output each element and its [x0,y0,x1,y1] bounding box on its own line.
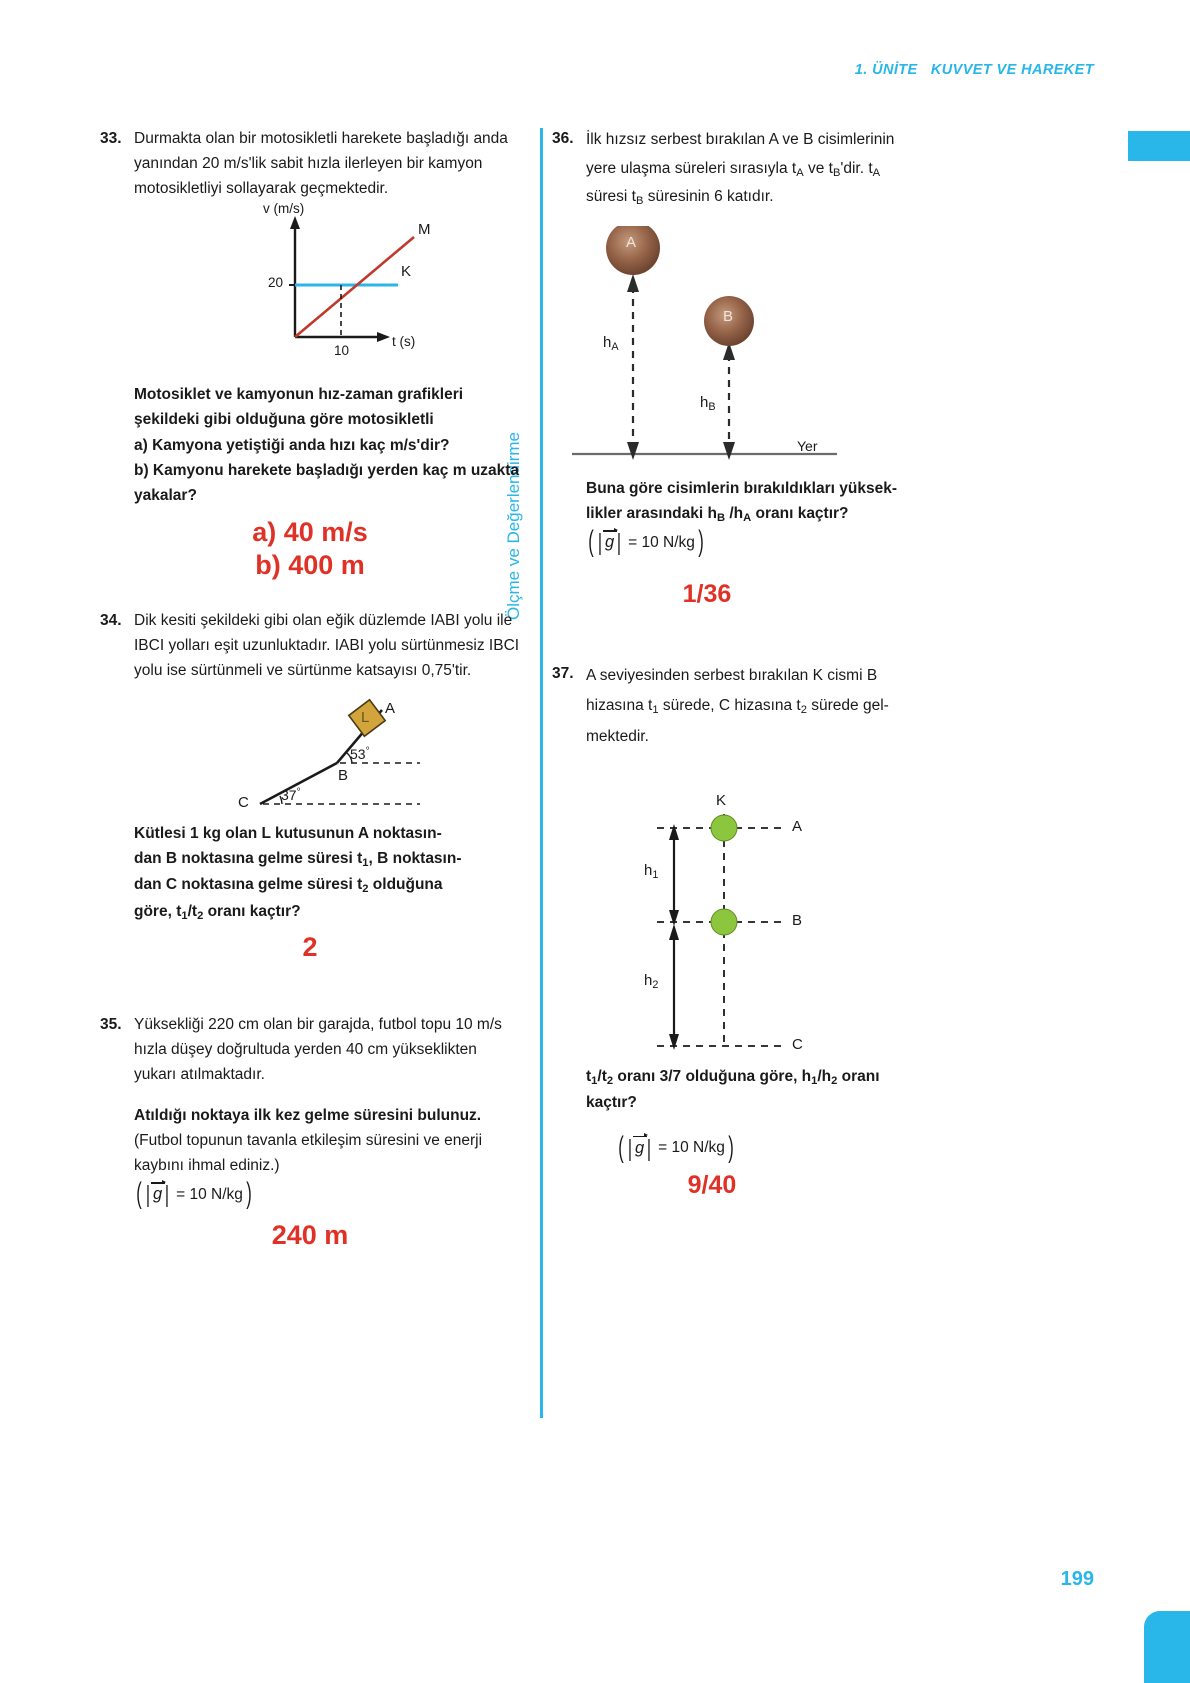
graph-y-tick-20: 20 [268,275,284,291]
q34-line4b: /t [187,902,198,920]
g-vector-symbol-35: g [152,1185,163,1204]
question-33-option-a: a) Kamyona yetiştiği anda hızı kaç m/s'dir? [134,436,450,454]
q36-bq-2b: /h [725,505,744,523]
question-36 [552,126,982,609]
height-b-label [700,394,716,413]
question-34-figure [100,691,520,821]
question-35-bold-question: Atıldığı noktaya ilk kez gelme süresini bulunuz. [134,1106,482,1124]
question-37-number: 37. [552,665,574,683]
h-b-subscript: B [708,401,716,414]
incline-point-b: B [338,767,349,785]
q36-bq-2a: likler arasındaki h [586,505,717,523]
q37-stem-2c: sürede gel- [806,697,889,715]
abs-bar-right-36: | [617,529,622,556]
question-35-stem: Yüksekliği 220 cm olan bir garajda, futbol topu 10 m/s hızla düşey doğrultuda yerden 40 cm yükseklikten yukarı atılmaktadır. [134,1015,502,1083]
paren-open-36: ( [588,525,594,559]
q34-line3b: olduğuna [368,876,443,894]
paren-open-37: ( [618,1130,624,1164]
paren-close-37: ) [728,1130,734,1164]
q37-bq-1b: /t [597,1068,607,1086]
question-35-note: (Futbol topunun tavanla etkileşim süresini ve enerji kaybını ihmal ediniz.) [134,1132,483,1175]
paren-open-35: ( [136,1177,142,1211]
h-b-symbol: h [700,394,709,412]
question-37-bold-question [586,1064,982,1115]
q36-stem-3a: süresi t [586,188,636,206]
q36-sub-a2: A [872,166,881,179]
abs-bar-left-37: | [627,1134,633,1161]
q36-stem-3b: süresinin 6 katıdır. [643,188,774,206]
column-divider [540,128,543,1418]
q37-bq-1a: t [586,1068,592,1086]
q37-bq-2: kaçtır? [586,1094,637,1112]
question-33-option-b: b) Kamyonu harekete başladığı yerden kaç m uzakta yakalar? [134,461,520,504]
g-vector-symbol-37: g [634,1138,645,1157]
paren-close-36: ) [698,525,704,559]
height-a-label [603,334,619,353]
levels-point-b: B [792,912,803,930]
incline-angle-b [350,746,370,762]
q34-line4: göre, t [134,902,182,920]
levels-h2-label [644,972,658,991]
question-33-bold-intro: Motosiklet ve kamyonun hız-zaman grafikleri şekildeki gibi olduğuna göre motosikletli [134,386,464,429]
q34-line2: dan B noktasına gelme süresi t [134,850,363,868]
abs-bar-right-37: | [647,1134,652,1161]
graph-y-axis-label: v (m/s) [263,201,305,217]
q34-line4c: oranı kaçtır? [203,902,301,920]
question-37-answer: 9/40 [687,1171,737,1200]
incline-angle-c-degree: ° [296,787,301,799]
question-36-figure [552,226,982,476]
abs-bar-right-35: | [165,1181,170,1208]
q36-bq-2c: oranı kaçtır? [751,505,849,523]
q34-sub-2: 2 [362,883,369,896]
question-37-stem [586,661,982,752]
incline-angle-b-value: 53 [350,746,366,763]
graph-x-axis-label: t (s) [392,334,416,350]
incline-angle-c [281,787,301,803]
q37-stem-3: mektedir. [586,728,649,746]
question-34-bold-question [134,821,520,925]
question-33-figure [100,201,520,382]
h1-subscript: 1 [652,869,659,882]
g-vector-symbol-36: g [604,533,615,552]
q34-sub-4: 2 [197,909,204,922]
section-side-label: Ölçme ve Değerlendirme [504,431,523,620]
question-36-answer: 1/36 [682,580,732,609]
q36-stem-2c: 'dir. t [840,159,873,177]
page-number: 199 [1060,1568,1094,1590]
unit-header: 1. ÜNİTE KUVVET VE HAREKET [854,62,1094,78]
q37-stem-1: A seviyesinden serbest bırakılan K cismi B [586,667,878,685]
incline-angle-b-degree: ° [365,746,370,758]
q37-bq-1d: /h [817,1068,832,1086]
question-36-number: 36. [552,130,574,147]
question-37-g-note [616,1130,982,1164]
question-35-answer: 240 m [271,1219,349,1250]
question-34 [100,608,520,964]
q34-sub-3: 1 [181,909,188,922]
bottom-tab-decoration [1144,1611,1190,1683]
question-35 [100,1012,520,1252]
incline-angle-c-value: 37 [281,787,297,804]
question-34-stem: Dik kesiti şekildeki gibi olan eğik düzlemde IABI yolu ile IBCI yolları eşit uzunluktadır. IABI yolu sürtünmesiz IBCI yolu ise sürtünmeli ve sürtünme katsayısı 0,75'tir. [134,611,520,679]
q36-bq-1: Buna göre cisimlerin bırakıldıkları yüksek- [586,480,897,498]
question-36-bold-question [586,476,982,527]
q37-bq-sub-3: 1 [811,1075,818,1088]
question-33 [100,126,520,582]
q36-stem-2b: ve t [803,159,833,177]
q37-sub-2: 2 [800,704,807,717]
ball-a-label: A [626,234,637,252]
h-a-symbol: h [603,334,612,352]
levels-point-k: K [716,792,727,810]
incline-box-label: L [361,709,370,727]
q34-line3: dan C noktasına gelme süresi t [134,876,363,894]
h2-symbol: h [644,972,653,990]
q36-bq-sub-a: A [743,512,752,525]
q34-line1: Kütlesi 1 kg olan L kutusunun A noktasın- [134,825,442,843]
question-34-number: 34. [100,611,122,629]
q37-stem-2b: sürede, C hizasına t [658,697,801,715]
q34-line2b: , B noktasın- [368,850,462,868]
q36-stem-2a: yere ulaşma süreleri sırasıyla t [586,159,797,177]
incline-point-c: C [238,794,249,812]
q37-bq-sub-1: 1 [591,1075,598,1088]
levels-h1-label [644,862,658,881]
question-33-answer-b: b) 400 m [255,549,365,580]
question-36-stem [586,126,982,212]
ball-b-label: B [723,308,734,326]
abs-bar-left-35: | [145,1181,151,1208]
q36-bq-sub-b: B [716,512,726,525]
graph-line-k-label: K [401,263,412,281]
paren-close-35: ) [246,1177,252,1211]
incline-point-a: A [385,700,396,718]
question-33-stem: Durmakta olan bir motosikletli harekete başladığı anda yanından 20 m/s'lik sabit hızla ilerleyen bir kamyon motosikletliyi sollayarak geçmektedir. [134,130,508,198]
q36-sub-a1: A [796,166,804,179]
graph-line-m-label: M [418,221,431,239]
q36-sub-b1: B [832,166,841,179]
question-37-figure [552,774,982,1064]
g-value-35: = 10 N/kg [176,1185,243,1203]
question-35-number: 35. [100,1015,122,1033]
abs-bar-left-36: | [597,529,603,556]
corner-tab-decoration [1128,131,1190,161]
levels-point-a: A [792,818,803,836]
q37-sub-1: 1 [652,704,659,717]
question-33-number: 33. [100,130,122,147]
q37-bq-sub-2: 2 [606,1075,614,1088]
g-value-36: = 10 N/kg [628,533,695,551]
left-column [100,126,520,1252]
question-37 [552,661,982,1200]
ground-label: Yer [797,438,818,455]
q37-bq-1e: oranı [837,1068,880,1086]
h1-symbol: h [644,862,653,880]
question-36-g-note [586,525,982,559]
question-33-answer-a: a) 40 m/s [252,516,368,547]
q37-bq-sub-4: 2 [831,1075,838,1088]
right-column [552,126,982,1200]
q37-stem-2a: hizasına t [586,697,653,715]
g-value-37: = 10 N/kg [658,1139,725,1157]
question-34-answer: 2 [302,931,318,962]
levels-point-c: C [792,1036,803,1054]
q36-sub-b2: B [635,195,644,208]
graph-x-tick-10: 10 [334,343,350,359]
q37-bq-1c: oranı 3/7 olduğuna göre, h [613,1068,812,1086]
h-a-subscript: A [611,341,619,354]
h2-subscript: 2 [652,979,659,992]
q34-sub-1: 1 [362,857,369,870]
q36-stem-1: İlk hızsız serbest bırakılan A ve B cisimlerinin [586,131,895,148]
